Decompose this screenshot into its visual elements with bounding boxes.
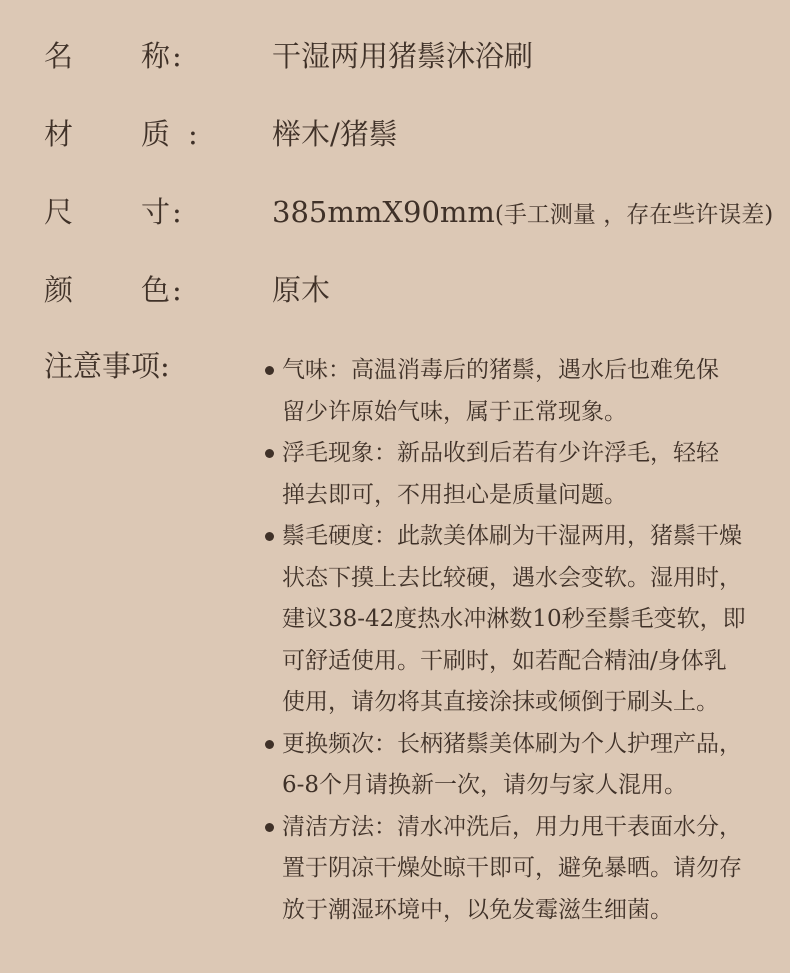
note-line: 鬃毛硬度：此款美体刷为干湿两用，猪鬃干燥 <box>282 523 742 549</box>
note-line: 掸去即可，不用担心是质量问题。 <box>282 481 627 508</box>
note-item-replacement <box>262 724 782 807</box>
name-label-char-2: 称 <box>141 39 171 73</box>
note-line: 可舒适使用。干刷时，如若配合精油/身体乳 <box>282 647 727 674</box>
bullet-icon <box>265 449 274 458</box>
spec-row-size <box>0 190 790 234</box>
note-line: 清洁方法：清水冲洗后，用力甩干表面水分， <box>282 813 742 840</box>
note-line: 状态下摸上去比较硬，遇水会变软。湿用时， <box>282 564 742 591</box>
note-item-cleaning <box>262 807 782 932</box>
note-line: 留少许原始气味，属于正常现象。 <box>282 398 627 425</box>
note-line: 置于阴凉干燥处晾干即可，避免暴晒。请勿存 <box>282 855 742 881</box>
spec-row-name <box>0 34 790 78</box>
note-line: 建议38-42度热水冲淋数10秒至鬃毛变软，即 <box>282 606 746 632</box>
note-item-odor <box>262 350 782 433</box>
note-item-loose-bristles <box>262 433 782 516</box>
notes-label: 注意事项: <box>44 349 170 383</box>
bullet-icon <box>265 740 274 749</box>
size-label-char-2: 寸 <box>141 195 171 229</box>
material-label-char-2: 质 <box>141 117 171 151</box>
name-value: 干湿两用猪鬃沐浴刷 <box>272 39 534 73</box>
size-label-char-1: 尺 <box>44 195 74 229</box>
bullet-icon <box>265 532 274 541</box>
color-value: 原木 <box>272 273 331 307</box>
color-label-char-1: 颜 <box>44 273 74 307</box>
note-line: 放于潮湿环境中，以免发霉滋生细菌。 <box>282 896 673 923</box>
spec-row-color <box>0 268 790 312</box>
note-line: 6-8个月请换新一次，请勿与家人混用。 <box>282 772 688 798</box>
bullet-icon <box>265 366 274 375</box>
size-value-wrap <box>272 190 773 237</box>
color-label-char-2: 色 <box>141 273 171 307</box>
note-line: 气味：高温消毒后的猪鬃，遇水后也难免保 <box>282 357 719 383</box>
size-label-colon: : <box>172 195 182 229</box>
material-value: 榉木/猪鬃 <box>272 117 398 151</box>
material-label-colon: : <box>188 117 198 151</box>
spec-row-material <box>0 112 790 156</box>
note-line: 使用，请勿将其直接涂抹或倾倒于刷头上。 <box>282 689 719 715</box>
name-label-colon: : <box>172 39 182 73</box>
size-value: 385mmX90mm <box>272 195 495 229</box>
note-item-bristle-hardness <box>262 516 782 724</box>
note-line: 更换频次：长柄猪鬃美体刷为个人护理产品， <box>282 730 742 757</box>
notes-list <box>262 350 782 931</box>
size-note: (手工测量 ，存在些许误差) <box>494 202 774 228</box>
color-label-colon: : <box>172 273 182 307</box>
name-label-char-1: 名 <box>44 39 74 73</box>
note-line: 浮毛现象：新品收到后若有少许浮毛，轻轻 <box>282 440 719 466</box>
material-label-char-1: 材 <box>44 117 74 151</box>
bullet-icon <box>265 823 274 832</box>
